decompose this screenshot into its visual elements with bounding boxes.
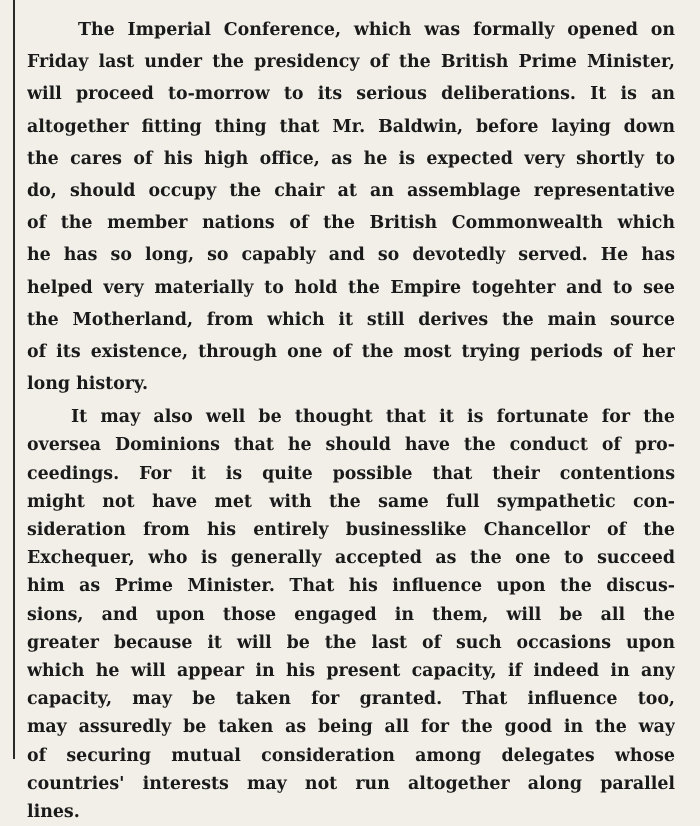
text-line: sions, and upon those engaged in them, will be all the [27,604,675,625]
text-line: Exchequer, who is generally accepted as the one to succeed [27,548,675,569]
column-border [13,0,15,759]
article-body [27,14,675,826]
text-line: sideration from his entirely businesslike Chancellor of the [27,520,675,540]
text-line: It may also well be thought that it is fortunate for the [71,407,675,428]
text-line: the Motherland, from which it still derives the main source [27,309,675,330]
text-line: capacity, may be taken for granted. That influence too, [27,689,675,710]
text-line: which he will appear in his present capacity, if indeed in any [27,660,675,681]
text-line: greater because it will be the last of such occasions upon [27,632,675,653]
text-line: of securing mutual consideration among delegates whose [27,745,675,766]
text-line: Friday last under the presidency of the British Prime Minister, [27,52,675,73]
text-line: do, should occupy the chair at an assemblage representative [27,180,675,201]
text-line: of its existence, through one of the most trying periods of her [27,341,675,362]
text-line: will proceed to-morrow to its serious deliberations. It is an [27,84,675,105]
text-line: might not have met with the same full sympathetic con- [27,491,675,512]
text-line: ceedings. For it is quite possible that their contentions [27,463,675,484]
text-line: may assuredly be taken as being all for the good in the way [27,717,675,738]
text-line: oversea Dominions that he should have the conduct of pro- [27,435,675,456]
text-line: of the member nations of the British Commonwealth which [27,213,675,234]
text-line: altogether fitting thing that Mr. Baldwin, before laying down [27,116,675,137]
text-line: The Imperial Conference, which was formally opened on [78,20,675,40]
text-line: the cares of his high office, as he is expected very shortly to [27,148,675,169]
text-line: long history. [27,374,149,395]
text-line: countries' interests may not run altogether along parallel [27,773,675,794]
text-line: lines. [27,801,80,822]
paragraph-1 [27,14,675,400]
text-line: he has so long, so capably and so devotedly served. He has [27,245,675,266]
paragraph-2 [27,403,675,826]
text-line: him as Prime Minister. That his influence upon the discus- [27,576,675,597]
text-line: helped very materially to hold the Empire togehter and to see [27,277,675,298]
